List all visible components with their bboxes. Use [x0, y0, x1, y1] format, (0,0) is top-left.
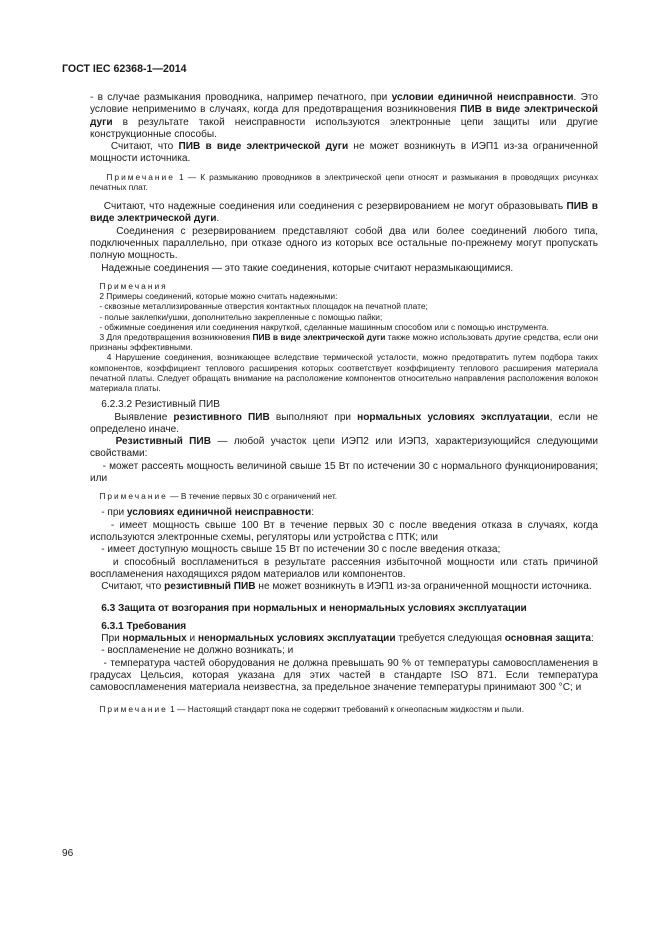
note: - полые заклепки/ушки, дополнительно закрепленные с помощью пайки;: [99, 311, 383, 322]
paragraph: Считают, что резистивный ПИВ не может возникнуть в ИЭП1 из-за ограниченной мощности источника.: [101, 581, 592, 593]
paragraph: - воспламенение не должно возникать; и: [101, 645, 294, 657]
section-heading: 6.3 Защита от возгорания при нормальных и ненормальных условиях эксплуатации: [101, 602, 527, 614]
paragraph: Надежные соединения — это такие соединения, которые считают неразмыкающимися.: [101, 262, 514, 274]
note: Примечание — В течение первых 30 с ограничений нет.: [99, 491, 338, 502]
subsection-heading: 6.3.1 Требования: [101, 620, 187, 632]
paragraph: Соединения с резервированием представляют собой два или более соединений любого типа, подключенных параллельно, при отказе одного из которых все остальные по-прежнему могут пропускать полную мощность.: [90, 225, 598, 262]
paragraph: Считают, что ПИВ в виде электрической дуги не может возникнуть в ИЭП1 из-за ограниченной мощности источника.: [90, 141, 599, 165]
paragraph: - в случае размыкания проводника, например печатного, при условии единичной неисправности. Это условие неприменимо в случаях, когда для предотвращения возникновения ПИВ в виде электрической дуги в результате такой неисправности используются электронные цепи защиты или другие конструкционные способы.: [90, 92, 598, 140]
note: 4 Нарушение соединения, возникающее вследствие термической усталости, можно предотвратить путем подбора таких компонентов, коэффициент теплового расширения которых соответствует коэффициенту теплового расширения материала печатной платы. Следует обращать внимание на расположение компонентов относительно направления расположения волокон материала платы.: [90, 352, 598, 393]
page-body: [90, 92, 598, 714]
notes-heading: Примечания: [99, 280, 168, 291]
note: Примечание 1 — Настоящий стандарт пока не содержит требований к огнеопасным жидкостям и пыли.: [99, 703, 524, 714]
paragraph: - имеет мощность свыше 100 Вт в течение первых 30 с после введения отказа в случаях, когда используются электронные схемы, регуляторы или устройства с ПТК; или: [90, 519, 599, 544]
note: 2 Примеры соединений, которые можно считать надежными:: [99, 291, 338, 302]
paragraph: При нормальных и ненормальных условиях эксплуатации требуется следующая основная защита:: [101, 633, 594, 645]
paragraph: - имеет доступную мощность свыше 15 Вт по истечении 30 с после введения отказа;: [101, 544, 501, 556]
paragraph: - может рассеять мощность величиной свыше 15 Вт по истечении 30 с нормального функционирования; или: [90, 460, 598, 484]
paragraph: - температура частей оборудования не должна превышать 90 % от температуры самовоспламенения в градусах Цельсия, которая указана для этих частей в стандарте ISO 871. Если температура самовоспламенения материала неизвестна, за предельное значение температуры принимают 300 °С; и: [90, 657, 599, 694]
note: Примечание 1 — К размыканию проводников в электрической цепи относят и размыкания в проводящих рисунках печатных плат.: [90, 171, 599, 192]
note: - сквозные металлизированные отверстия контактных площадок на печатной плате;: [99, 301, 428, 312]
document-header: ГОСТ IEC 62368-1—2014: [62, 63, 187, 75]
paragraph: Считают, что надежные соединения или соединения с резервированием не могут образовывать ПИВ в виде электрической дуги.: [90, 201, 598, 225]
note: 3 Для предотвращения возникновения ПИВ в виде электрической дуги также можно использовать другие средства, если они признаны эффективными.: [90, 331, 599, 353]
section-title: 6.2.3.2 Резистивный ПИВ: [101, 399, 221, 411]
paragraph: Выявление резистивного ПИВ выполняют при нормальных условиях эксплуатации, если не определено иначе.: [90, 411, 599, 435]
paragraph: и способный воспламениться в результате рассеяния избыточной мощности или стать причиной воспламенения находящихся рядом материалов или компонентов.: [90, 556, 598, 580]
paragraph: Резистивный ПИВ — любой участок цепи ИЭП2 или ИЭП3, характеризующийся следующими свойствами:: [90, 436, 598, 460]
paragraph: - при условиях единичной неисправности:: [101, 507, 315, 519]
note: - обжимные соединения или соединения накруткой, сделанные машинным способом или с помощью инструмента.: [99, 321, 549, 332]
page-number: 96: [62, 848, 74, 859]
